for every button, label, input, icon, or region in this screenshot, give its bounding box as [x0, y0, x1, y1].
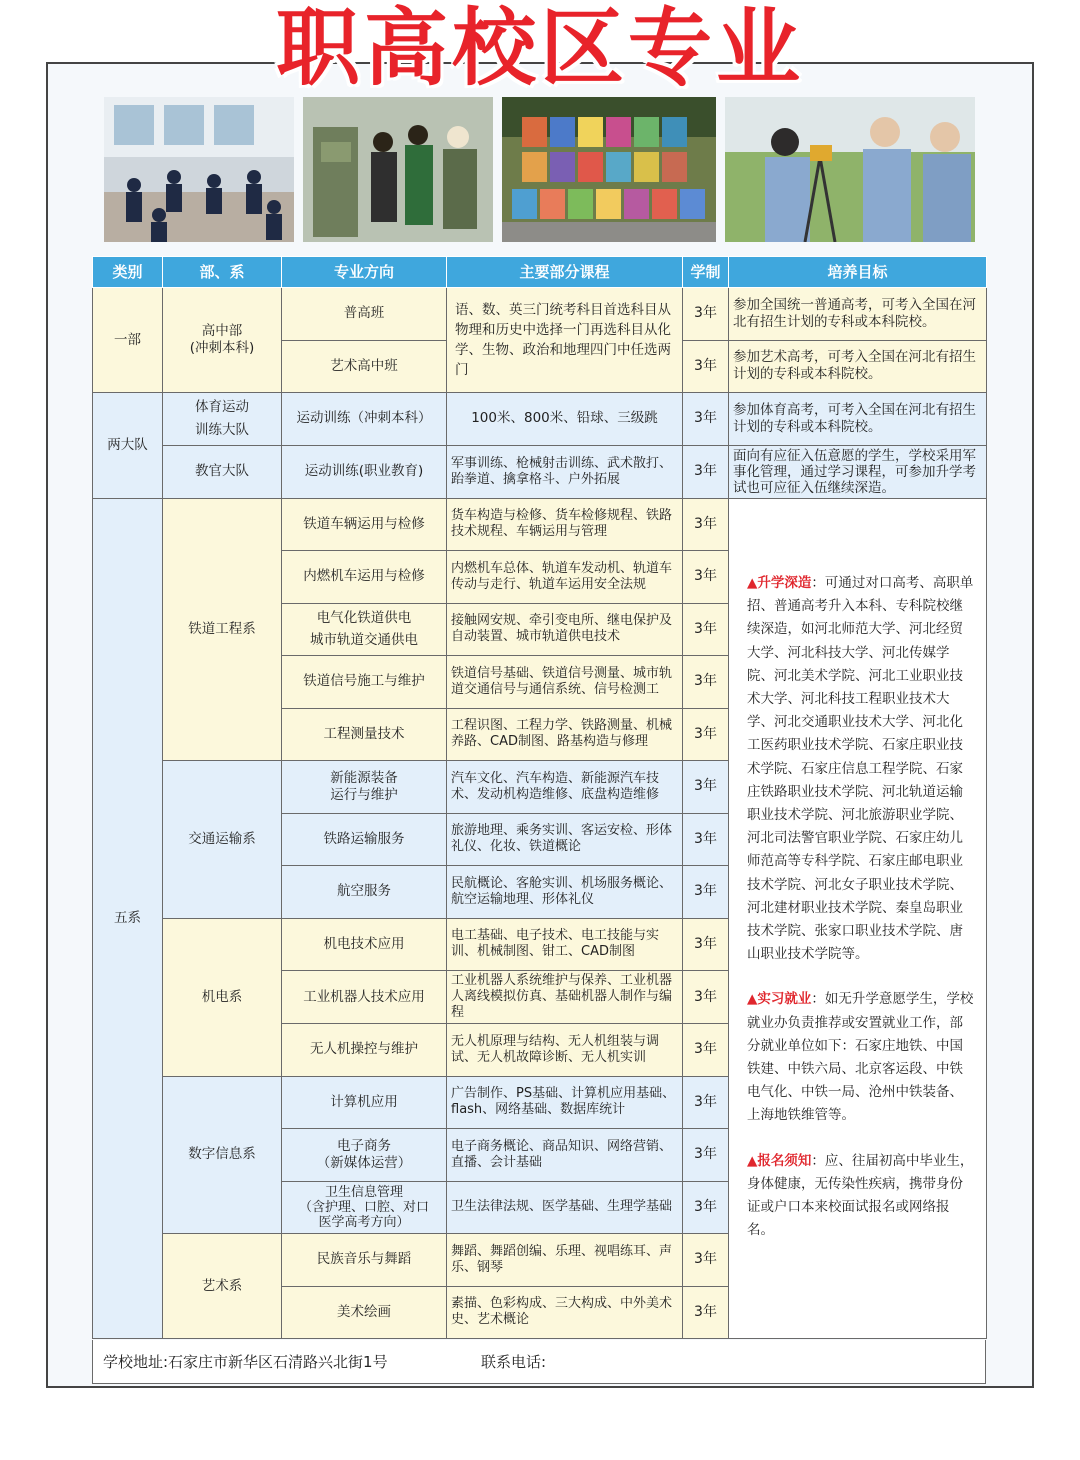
course-cell: 工程识图、工程力学、铁路测量、机械养路、CAD制图、路基构造与修理: [447, 708, 683, 761]
major-cell: 铁道信号施工与维护: [282, 656, 447, 709]
duration-cell: 3年: [683, 445, 729, 498]
duration-cell: 3年: [683, 393, 729, 446]
major-cell: 铁道车辆运用与检修: [282, 498, 447, 551]
course-cell: 100米、800米、铅球、三级跳: [447, 393, 683, 446]
major-cell: 普高班: [282, 288, 447, 341]
duration-cell: 3年: [683, 1129, 729, 1182]
department-cell: 艺术系: [163, 1234, 282, 1339]
category-cell: 一部: [93, 288, 163, 393]
department-cell: 交通运输系: [163, 761, 282, 919]
side-paragraph-further-study: ▲升学深造：可通过对口高考、高职单招、普通高考升入本科、专科院校继续深造，如河北师范大学、河北经贸大学、河北科技大学、河北传媒学院、河北美术学院、河北工业职业技术大学、河北科技工程职业技术大学、河北交通职业技术大学、河北化工医药职业技术学院、石家庄职业技术学院、石家庄信息工程学院、石家庄铁路职业技术学院、河北轨道运输职业技术学院、河北旅游职业学院、河北司法警官职业学院、石家庄幼儿师范高等专科学院、石家庄邮电职业技术学院、河北女子职业技术学院、河北建材职业技术学院、秦皇岛职业技术学院、张家口职业技术学院、唐山职业技术学院等。: [747, 575, 974, 963]
table-row: [93, 445, 987, 498]
duration-cell: 3年: [683, 551, 729, 604]
major-cell: 工业机器人技术应用: [282, 971, 447, 1024]
table-row: [93, 288, 987, 341]
major-cell: 运动训练（冲刺本科）: [282, 393, 447, 446]
duration-cell: 3年: [683, 971, 729, 1024]
header-major: 专业方向: [282, 257, 447, 288]
survey-photo: [725, 97, 975, 242]
major-cell: 民族音乐与舞蹈: [282, 1234, 447, 1287]
table-row: [93, 393, 987, 446]
duration-cell: 3年: [683, 603, 729, 656]
duration-cell: 3年: [683, 1234, 729, 1287]
side-paragraph-enrollment: ▲报名须知：应、往届初高中毕业生，身体健康，无传染性疾病，携带身份证或户口本来校面试报名或网络报名。: [747, 1152, 974, 1239]
course-cell: 旅游地理、乘务实训、客运安检、形体礼仪、化妆、铁道概论: [447, 813, 683, 866]
major-cell: 铁路运输服务: [282, 813, 447, 866]
header-courses: 主要部分课程: [447, 257, 683, 288]
triangle-icon: ▲: [747, 991, 758, 1008]
students-workshop-icon: [303, 97, 493, 242]
art-display-icon: [502, 97, 716, 242]
course-cell: 卫生法律法规、医学基础、生理学基础: [447, 1181, 683, 1234]
major-cell: 工程测量技术: [282, 708, 447, 761]
department-cell: 机电系: [163, 918, 282, 1076]
school-address: 学校地址:石家庄市新华区石清路兴北街1号: [103, 1353, 388, 1371]
duration-cell: 3年: [683, 1076, 729, 1129]
duration-cell: 3年: [683, 813, 729, 866]
artwork-photo: [502, 97, 716, 242]
course-cell: 内燃机车总体、轨道车发动机、轨道车传动与走行、轨道车运用安全法规: [447, 551, 683, 604]
department-cell: 高中部 (冲刺本科): [163, 288, 282, 393]
training-goal-panel: [729, 498, 987, 1339]
duration-cell: 3年: [683, 866, 729, 919]
header-duration: 学制: [683, 257, 729, 288]
course-cell: 接触网安规、牵引变电所、继电保护及自动装置、城市轨道供电技术: [447, 603, 683, 656]
triangle-icon: ▲: [747, 1152, 758, 1169]
majors-table: [92, 256, 987, 1339]
major-cell: 运动训练(职业教育): [282, 445, 447, 498]
department-cell: 数字信息系: [163, 1076, 282, 1234]
contact-phone: 联系电话:: [481, 1353, 547, 1371]
table-row: [93, 498, 987, 551]
duration-cell: 3年: [683, 498, 729, 551]
duration-cell: 3年: [683, 1181, 729, 1234]
duration-cell: 3年: [683, 1286, 729, 1339]
page-title: 职高校区专业: [275, 0, 804, 97]
course-cell: 语、数、英三门统考科目首选科目从物理和历史中选择一门再选科目从化学、生物、政治和地理四门中任选两门: [447, 288, 683, 393]
major-cell: 艺术高中班: [282, 340, 447, 393]
surveying-students-icon: [725, 97, 975, 242]
duration-cell: 3年: [683, 918, 729, 971]
duration-cell: 3年: [683, 288, 729, 341]
major-cell: 新能源装备 运行与维护: [282, 761, 447, 814]
duration-cell: 3年: [683, 761, 729, 814]
category-cell: 两大队: [93, 393, 163, 499]
header-category: 类别: [93, 257, 163, 288]
major-cell: 计算机应用: [282, 1076, 447, 1129]
footer-contact: [92, 1340, 986, 1384]
category-cell: 五系: [93, 498, 163, 1339]
course-cell: 汽车文化、汽车构造、新能源汽车技术、发动机构造维修、底盘构造维修: [447, 761, 683, 814]
course-cell: 电子商务概论、商品知识、网络营销、直播、会计基础: [447, 1129, 683, 1182]
course-cell: 货车构造与检修、货车检修规程、铁路技术规程、车辆运用与管理: [447, 498, 683, 551]
goal-cell: 面向有应征入伍意愿的学生，学校采用军事化管理，通过学习课程，可参加升学考试也可应征入伍继续深造。: [729, 445, 987, 498]
department-cell: 铁道工程系: [163, 498, 282, 761]
department-cell: 教官大队: [163, 445, 282, 498]
course-cell: 铁道信号基础、铁道信号测量、城市轨道交通信号与通信系统、信号检测工: [447, 656, 683, 709]
department-cell: 体育运动 训练大队: [163, 393, 282, 446]
goal-cell: 参加全国统一普通高考，可考入全国在河北有招生计划的专科或本科院校。: [729, 288, 987, 341]
major-cell: 航空服务: [282, 866, 447, 919]
major-cell: 电气化铁道供电 城市轨道交通供电: [282, 603, 447, 656]
course-cell: 素描、色彩构成、三大构成、中外美术史、艺术概论: [447, 1286, 683, 1339]
course-cell: 舞蹈、舞蹈创编、乐理、视唱练耳、声乐、钢琴: [447, 1234, 683, 1287]
course-cell: 工业机器人系统维护与保养、工业机器人离线模拟仿真、基础机器人制作与编程: [447, 971, 683, 1024]
major-cell: 美术绘画: [282, 1286, 447, 1339]
major-cell: 无人机操控与维护: [282, 1024, 447, 1077]
duration-cell: 3年: [683, 656, 729, 709]
major-cell: 机电技术应用: [282, 918, 447, 971]
major-cell: 电子商务 （新媒体运营）: [282, 1129, 447, 1182]
triangle-icon: ▲: [747, 575, 758, 591]
course-cell: 民航概论、客舱实训、机场服务概论、航空运输地理、形体礼仪: [447, 866, 683, 919]
header-goal: 培养目标: [729, 257, 987, 288]
workshop-photo: [303, 97, 493, 242]
course-cell: 广告制作、PS基础、计算机应用基础、flash、网络基础、数据库统计: [447, 1076, 683, 1129]
classroom-photo: [104, 97, 294, 242]
duration-cell: 3年: [683, 1024, 729, 1077]
goal-cell: 参加艺术高考，可考入全国在河北有招生计划的专科或本科院校。: [729, 340, 987, 393]
duration-cell: 3年: [683, 340, 729, 393]
major-cell: 卫生信息管理 （含护理、口腔、对口 医学高考方向）: [282, 1181, 447, 1234]
course-cell: 军事训练、枪械射击训练、武术散打、跆拳道、擒拿格斗、户外拓展: [447, 445, 683, 498]
side-paragraph-employment: ▲实习就业：如无升学意愿学生，学校就业办负责推荐或安置就业工作，部分就业单位如下：石家庄地铁、中国铁建、中铁六局、北京客运段、中铁电气化、中铁一局、沧州中铁装备、上海地铁维管等。: [747, 991, 974, 1124]
major-cell: 内燃机车运用与检修: [282, 551, 447, 604]
duration-cell: 3年: [683, 708, 729, 761]
header-department: 部、系: [163, 257, 282, 288]
goal-cell: 参加体育高考，可考入全国在河北有招生计划的专科或本科院校。: [729, 393, 987, 446]
students-classroom-icon: [104, 97, 294, 242]
course-cell: 无人机原理与结构、无人机组装与调试、无人机故障诊断、无人机实训: [447, 1024, 683, 1077]
course-cell: 电工基础、电子技术、电工技能与实训、机械制图、钳工、CAD制图: [447, 918, 683, 971]
